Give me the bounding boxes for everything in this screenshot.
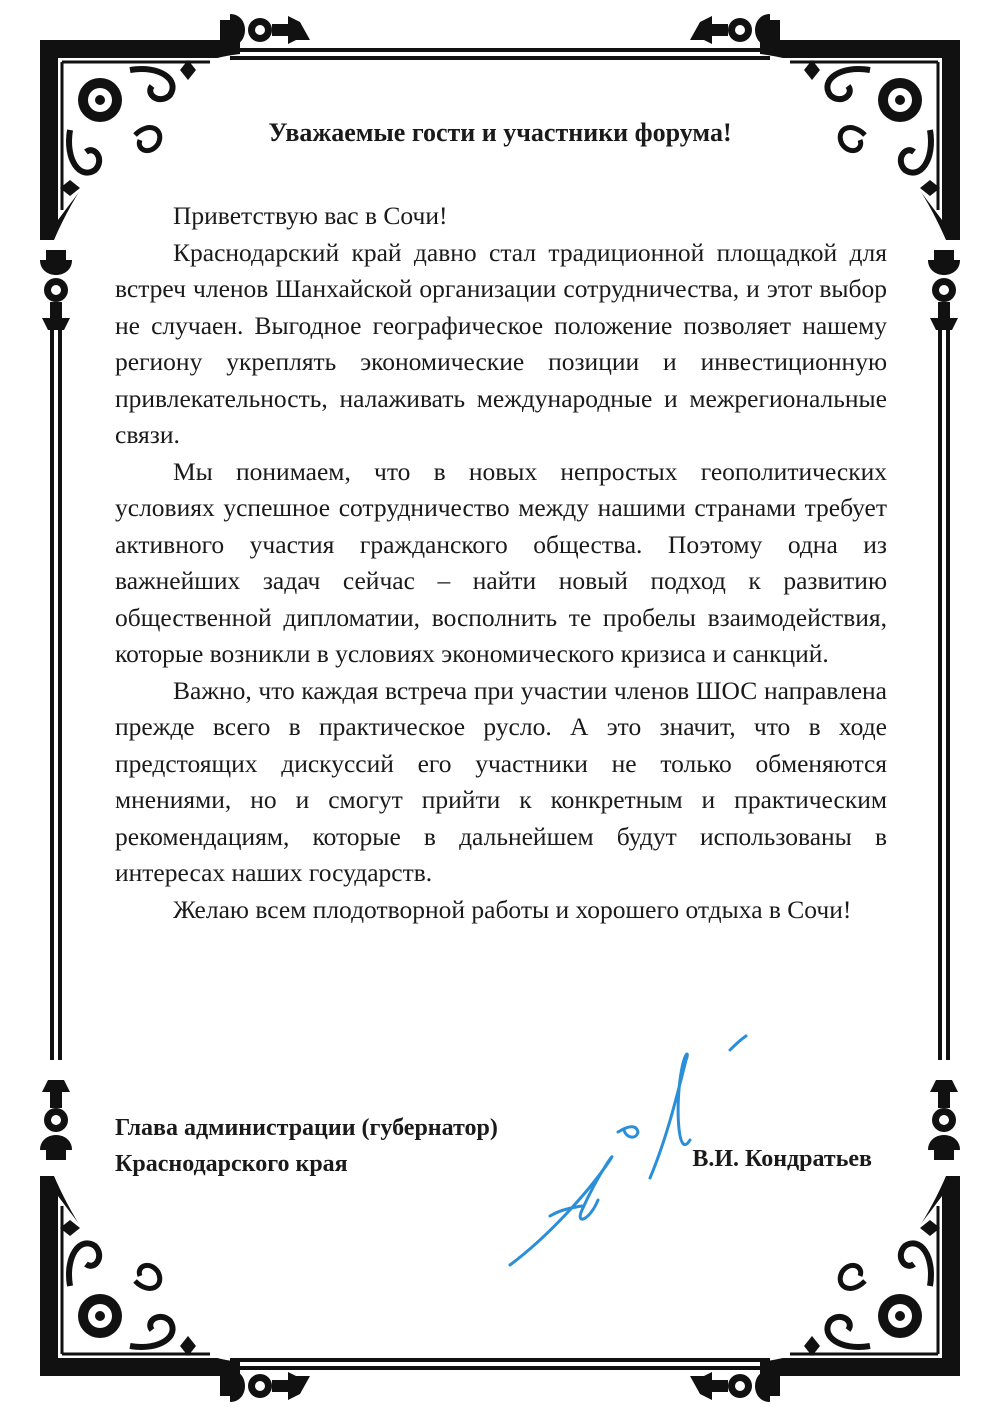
signatory-title-line: Краснодарского края	[115, 1151, 348, 1177]
paragraph: Краснодарский край давно стал традиционной площадкой для встреч членов Шанхайской организации сотрудничества, и этот выбор не случаен. Выгодное географическое положение позволяет нашему региону укреплять экономические позиции и инвестиционную привлекательность, налаживать международные и межрегиональные связи.	[115, 237, 887, 449]
paragraph: Желаю всем плодотворной работы и хорошего отдыха в Сочи!	[173, 894, 852, 924]
paragraph: Приветствую вас в Сочи!	[173, 201, 448, 230]
letter-heading: Уважаемые гости и участники форума!	[268, 118, 732, 147]
signatory-title	[115, 1110, 498, 1182]
paragraph: Важно, что каждая встреча при участии членов ШОС направлена прежде всего в практическое русло. А это значит, что в ходе предстоящих дискуссий его участники не только обменяются мнениями, но и смогут прийти к конкретным и практическим рекомендациям, которые в дальнейшем будут использованы в интересах наших государств.	[115, 675, 887, 887]
letter-body	[115, 198, 887, 928]
signatory-title-line: Глава администрации (губернатор)	[115, 1115, 498, 1141]
signatory-name: В.И. Кондратьев	[692, 1146, 872, 1172]
paragraph: Мы понимаем, что в новых непростых геополитических условиях успешное сотрудничество между нашими странами требует активного участия гражданского общества. Поэтому одна из важнейших задач сейчас – найти новый подход к развитию общественной дипломатии, восполнить те пробелы взаимодействия, которые возникли в условиях экономического кризиса и санкций.	[115, 456, 887, 668]
